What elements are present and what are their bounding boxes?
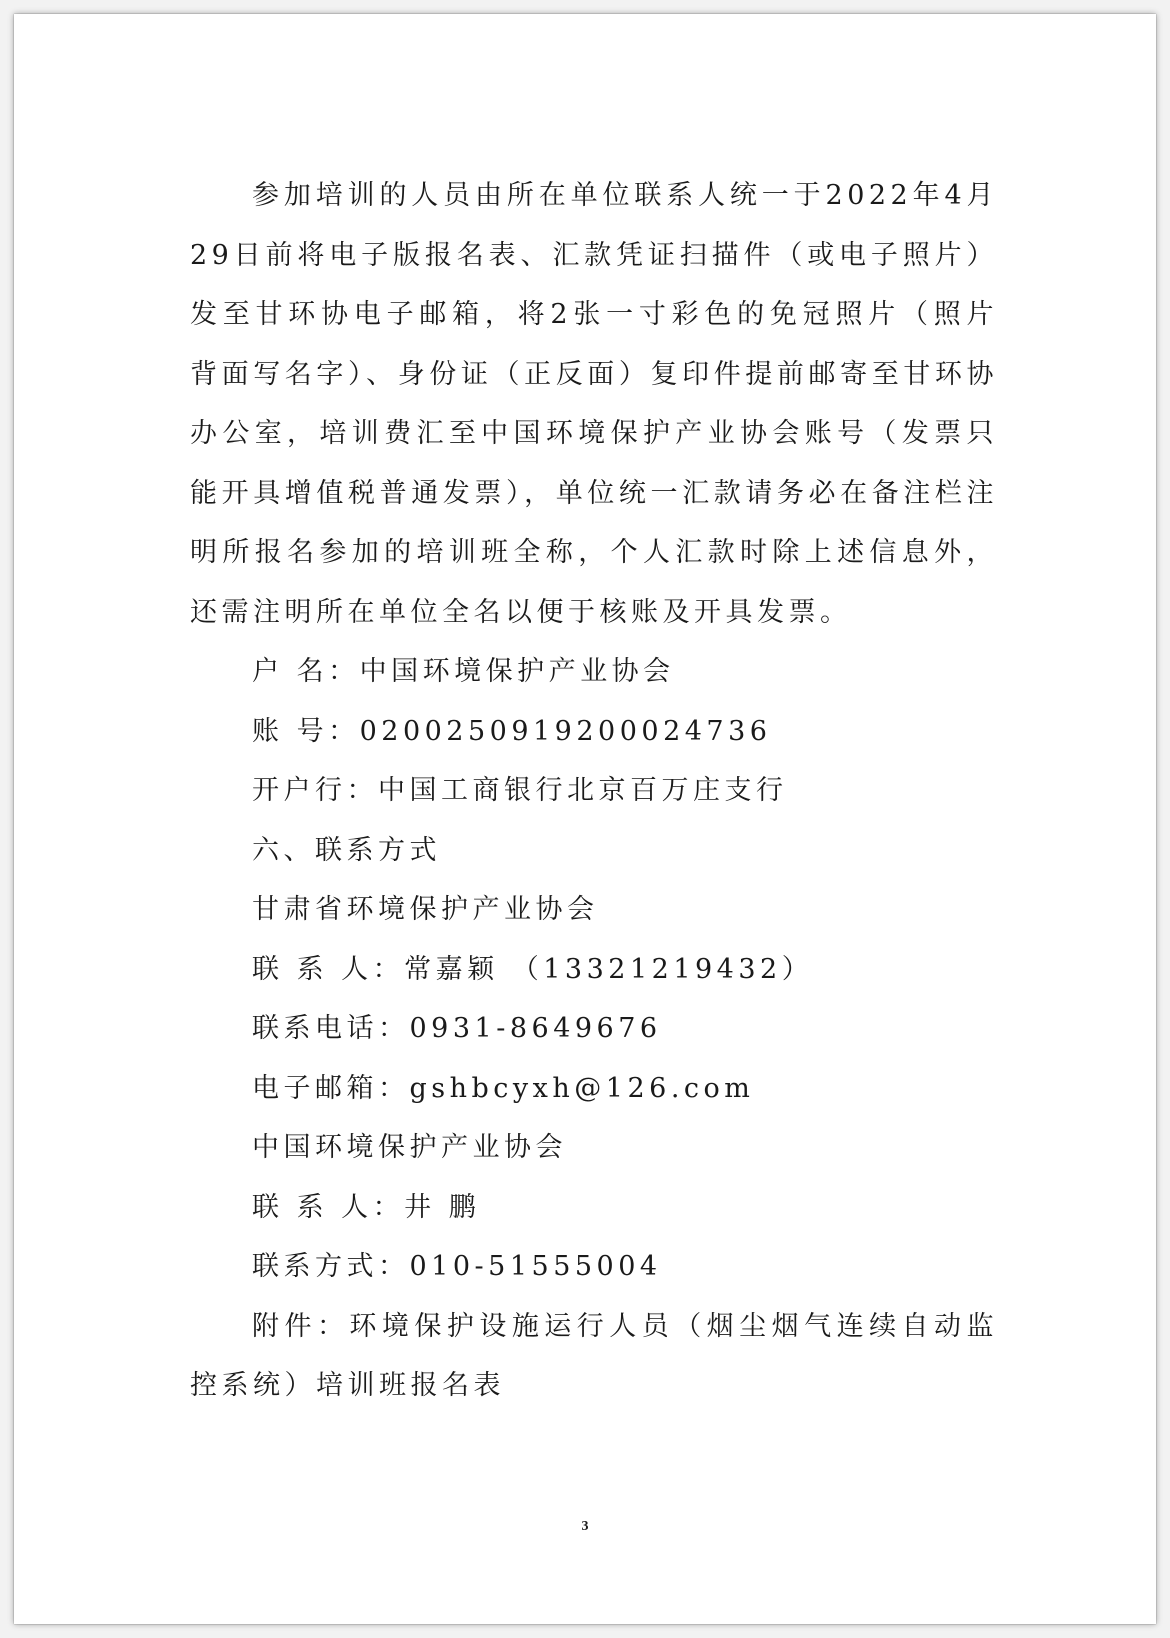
bank-line: 开户行：中国工商银行北京百万庄支行 (252, 775, 788, 806)
org1-phone: 联系电话：0931-8649676 (252, 1013, 662, 1044)
document-page (14, 14, 1156, 1624)
attachment-paragraph: 附件：环境保护设施运行人员（烟尘烟气连续自动监控系统）培训班报名表 (190, 1310, 998, 1401)
org1-name: 甘肃省环境保护产业协会 (252, 894, 599, 925)
org2-name: 中国环境保护产业协会 (252, 1132, 567, 1163)
org2-phone: 联系方式：010-51555004 (252, 1251, 662, 1282)
org1-email: 电子邮箱：gshbcyxh@126.com (252, 1072, 755, 1104)
registration-instructions-paragraph: 参加培训的人员由所在单位联系人统一于2022年4月29日前将电子版报名表、汇款凭证扫描件（或电子照片）发至甘环协电子邮箱，将2张一寸彩色的免冠照片（照片背面写名字）、身份证（正反面）复印件提前邮寄至甘环协办公室，培训费汇至中国环境保护产业协会账号（发票只能开具增值税普通发票），单位统一汇款请务必在备注栏注明所报名参加的培训班全称，个人汇款时除上述信息外，还需注明所在单位全名以便于核账及开具发票。 (190, 180, 998, 628)
contact-section-heading: 六、联系方式 (252, 834, 441, 866)
account-name-line: 户 名：中国环境保护产业协会 (252, 656, 675, 687)
org1-contact-person: 联 系 人：常嘉颖 （13321219432） (252, 953, 814, 985)
account-number-line: 账 号：0200250919200024736 (252, 715, 772, 747)
org2-contact-person: 联 系 人：井 鹏 (252, 1191, 481, 1223)
document-body (190, 166, 998, 1416)
page-number: 3 (581, 1519, 589, 1534)
